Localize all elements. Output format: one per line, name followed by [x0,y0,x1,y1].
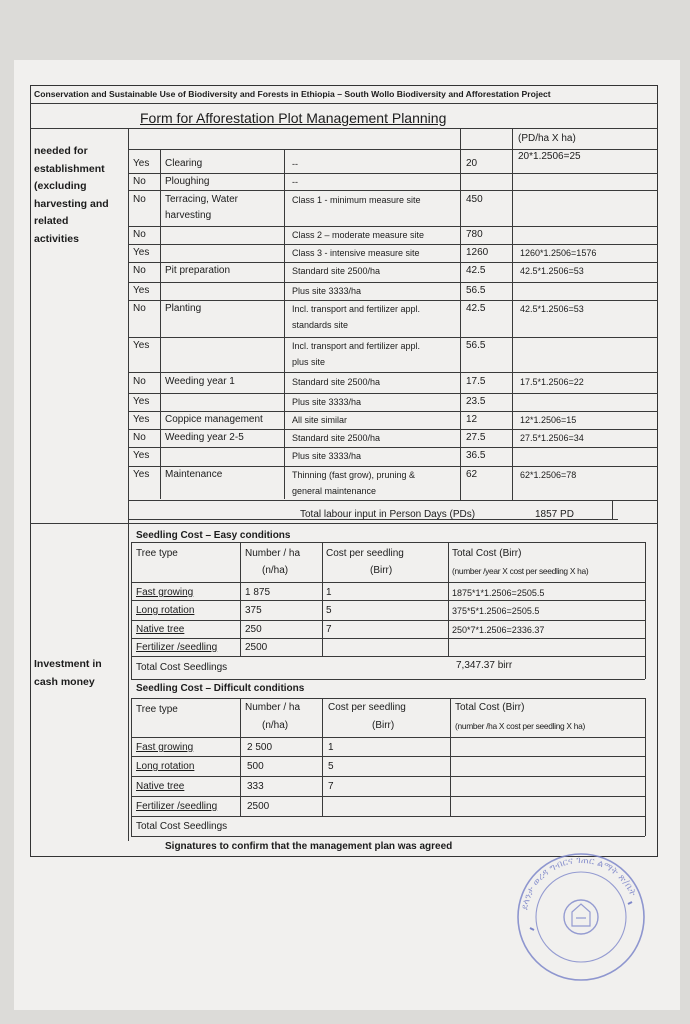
table-rule [322,542,323,656]
total-cost-cell: 1875*1*1.2506=2505.5 [452,588,545,598]
labour-side-label: needed for establishment (excluding harvesting and related activities [34,145,109,245]
site-type-cell: Standard site 2500/ha [292,377,381,387]
column-header: Total Cost (Birr) [452,548,522,559]
table-rule [512,128,513,500]
site-type-cell: Standard site 2500/ha [292,266,381,276]
table-rule [128,393,658,394]
column-header: Cost per seedling [326,548,404,559]
yes-no-cell: No [133,176,146,187]
column-header: (n/ha) [262,565,289,576]
table-rule [448,542,449,656]
cost-cell: 7 [326,624,332,635]
site-type-cell: Class 3 - intensive measure site [292,248,420,258]
table-rule [128,447,658,448]
column-header: (number /year X cost per seedling X ha) [452,566,589,576]
yes-no-cell: No [133,303,146,314]
table-rule [131,656,645,657]
tree-type-cell: Fast growing [136,587,194,598]
person-days-cell: 27.5 [466,432,486,443]
signatures-label: Signatures to confirm that the management plan was agreed [165,841,453,852]
number-cell: 375 [245,605,262,616]
table-rule [645,698,646,836]
cost-cell: 7 [328,781,334,792]
yes-no-cell: Yes [133,396,150,407]
person-days-cell: 780 [466,229,483,240]
column-header: Number / ha [245,548,301,559]
activity-cell: Weeding year 1 [165,376,235,387]
activity-cell: Ploughing [165,176,210,187]
table-rule [131,582,645,583]
table-rule [128,173,658,174]
table-rule [131,542,132,679]
table-rule [240,698,241,816]
activity-cell: Pit preparation [165,265,231,276]
tree-type-cell: Fast growing [136,742,194,753]
activity-cell: Clearing [165,158,203,169]
site-type-cell: Standard site 2500/ha [292,433,381,443]
column-header: Total Cost (Birr) [455,702,525,713]
easy-conditions-title: Seedling Cost – Easy conditions [136,530,291,541]
column-header: (n/ha) [262,720,289,731]
formula-cell: 27.5*1.2506=34 [520,433,584,443]
table-rule [322,698,323,816]
site-type-cell: Plus site 3333/ha [292,286,362,296]
tree-type-cell: Fertilizer /seedling [136,642,218,653]
site-type-cell: general maintenance [292,486,377,496]
site-type-cell: Thinning (fast grow), pruning & [292,470,416,480]
project-title: Conservation and Sustainable Use of Biodiversity and Forests in Ethiopia – South Wollo Biodiversity and Afforestation Project [34,89,551,99]
person-days-cell: 42.5 [466,303,486,314]
yes-no-cell: Yes [133,450,150,461]
table-rule [128,149,658,150]
person-days-cell: 42.5 [466,265,486,276]
cost-cell: 1 [328,742,334,753]
table-rule [128,337,658,338]
yes-no-cell: Yes [133,469,150,480]
table-rule [128,226,658,227]
site-type-cell: Class 2 – moderate measure site [292,230,425,240]
column-header: Cost per seedling [328,702,406,713]
yes-no-cell: No [133,432,146,443]
number-cell: 1 875 [245,587,271,598]
svg-text:ደላንታ ወረዳ ግብርና ገጠር ልማት ጽ/ቤት: ደላንታ ወረዳ ግብርና ገጠር ልማት ጽ/ቤት [519,854,639,911]
number-cell: 250 [245,624,262,635]
table-rule [131,620,645,621]
activity-cell: Maintenance [165,469,223,480]
site-type-cell: -- [292,177,298,187]
table-rule [450,698,451,816]
table-rule [131,542,645,543]
tree-type-cell: Fertilizer /seedling [136,801,218,812]
table-rule [128,128,129,523]
site-type-cell: Class 1 - minimum measure site [292,195,421,205]
formula-cell: 42.5*1.2506=53 [520,304,584,314]
cost-cell: 5 [328,761,334,772]
cost-cell: 1 [326,587,332,598]
activity-cell: harvesting [165,210,212,221]
investment-side-label: Investment in cash money [34,658,102,688]
table-rule [460,128,461,500]
table-rule [128,244,658,245]
activity-cell: Terracing, Water [165,194,238,205]
table-rule [645,542,646,679]
person-days-cell: 56.5 [466,340,486,351]
table-rule [128,282,658,283]
table-rule [128,190,658,191]
person-days-cell: 36.5 [466,450,486,461]
cost-cell: 5 [326,605,332,616]
site-type-cell: Incl. transport and fertilizer appl. [292,304,421,314]
activity-cell: Coppice management [165,414,263,425]
tree-type-cell: Native tree [136,781,185,792]
table-rule [131,679,645,680]
activity-cell: Planting [165,303,202,314]
table-rule [131,756,645,757]
total-cost-cell: 250*7*1.2506=2336.37 [452,625,545,635]
column-header: Number / ha [245,702,301,713]
form-title: Form for Afforestation Plot Management Planning [140,110,447,126]
total-labour-label: Total labour input in Person Days (PDs) [300,509,476,520]
person-days-cell: 1260 [466,247,489,258]
table-rule [612,500,613,519]
column-header: Tree type [136,548,178,559]
yes-no-cell: Yes [133,414,150,425]
site-type-cell: All site similar [292,415,348,425]
table-rule [284,149,285,499]
table-rule [128,300,658,301]
total-cost-value: 7,347.37 birr [456,660,513,671]
divider [30,103,658,104]
table-rule [128,372,658,373]
column-header: (Birr) [370,565,393,576]
table-rule [131,698,132,836]
number-cell: 333 [247,781,264,792]
column-header: (Birr) [372,720,395,731]
number-cell: 2 500 [247,742,273,753]
table-rule [128,466,658,467]
number-cell: 2500 [245,642,268,653]
column-header: Tree type [136,704,178,715]
person-days-cell: 56.5 [466,285,486,296]
total-cost-label: Total Cost Seedlings [136,821,228,832]
column-header: (number /ha X cost per seedling X ha) [455,721,585,731]
formula-cell: 42.5*1.2506=53 [520,266,584,276]
table-rule [30,523,658,524]
table-rule [30,128,658,129]
table-rule [160,149,161,499]
site-type-cell: -- [292,159,298,169]
table-rule [128,500,658,501]
person-days-cell: 12 [466,414,478,425]
yes-no-cell: No [133,194,146,205]
person-days-cell: 62 [466,469,478,480]
table-rule [131,737,645,738]
yes-no-cell: Yes [133,158,150,169]
formula-cell: 62*1.2506=78 [520,470,577,480]
yes-no-cell: Yes [133,340,150,351]
total-labour-value: 1857 PD [535,509,574,520]
number-cell: 500 [247,761,264,772]
table-rule [128,429,658,430]
person-days-cell: 17.5 [466,376,486,387]
tree-type-cell: Native tree [136,624,185,635]
formula-cell: 12*1.2506=15 [520,415,577,425]
table-rule [131,836,645,837]
table-rule [128,523,129,841]
table-rule [240,542,241,656]
total-cost-cell: 375*5*1.2506=2505.5 [452,606,540,616]
difficult-conditions-title: Seedling Cost – Difficult conditions [136,683,305,694]
number-cell: 2500 [247,801,270,812]
tree-type-cell: Long rotation [136,605,195,616]
pd-column-note: (PD/ha X ha) [518,133,576,144]
site-type-cell: plus site [292,357,326,367]
person-days-cell: 450 [466,194,483,205]
table-rule [128,411,658,412]
site-type-cell: standards site [292,320,349,330]
person-days-cell: 23.5 [466,396,486,407]
yes-no-cell: Yes [133,285,150,296]
first-row-formula: 20*1.2506=25 [518,151,581,162]
table-rule [128,262,658,263]
site-type-cell: Plus site 3333/ha [292,451,362,461]
yes-no-cell: No [133,376,146,387]
table-rule [131,698,645,699]
tree-type-cell: Long rotation [136,761,195,772]
site-type-cell: Plus site 3333/ha [292,397,362,407]
table-rule [131,638,645,639]
table-rule [131,776,645,777]
table-rule [131,816,645,817]
yes-no-cell: Yes [133,247,150,258]
yes-no-cell: No [133,229,146,240]
table-rule [131,796,645,797]
person-days-cell: 20 [466,158,478,169]
formula-cell: 17.5*1.2506=22 [520,377,584,387]
official-stamp [512,848,650,986]
site-type-cell: Incl. transport and fertilizer appl. [292,341,421,351]
yes-no-cell: No [133,265,146,276]
total-cost-label: Total Cost Seedlings [136,662,228,673]
table-rule [131,600,645,601]
formula-cell: 1260*1.2506=1576 [520,248,597,258]
activity-cell: Weeding year 2-5 [165,432,244,443]
